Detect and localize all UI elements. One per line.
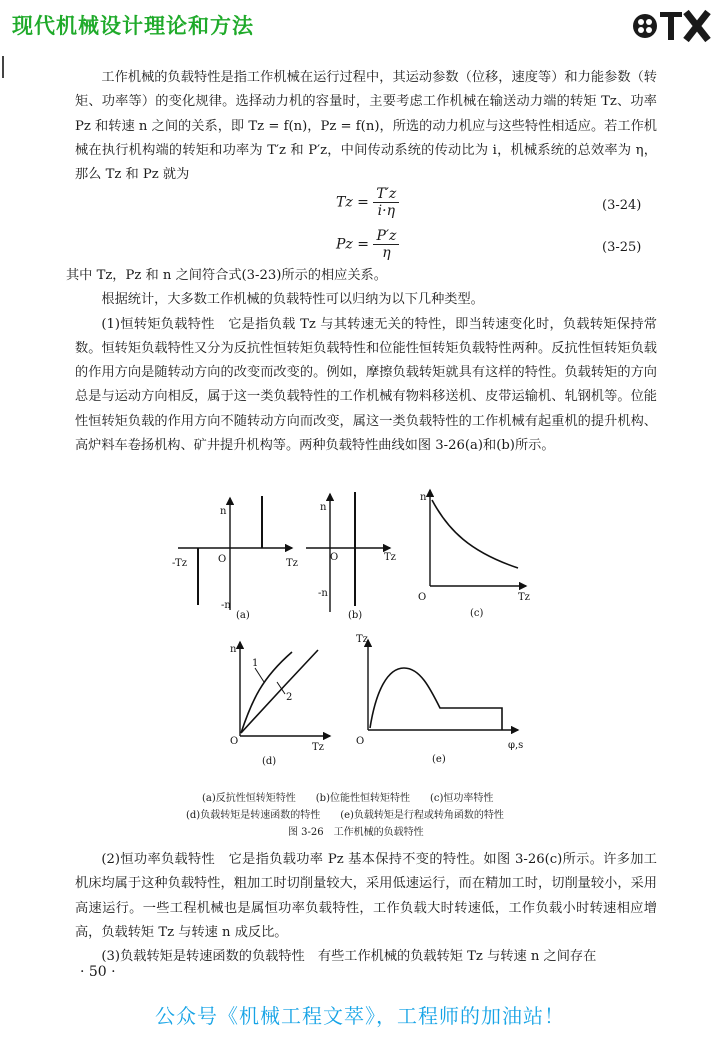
b-tz-label: Tz	[384, 552, 396, 563]
c-caption-label: (c)	[470, 608, 484, 619]
a-n-label: n	[220, 506, 227, 517]
e-origin-label: O	[356, 736, 365, 747]
d-caption-label: (d)	[262, 756, 277, 767]
paragraph-3: 根据统计，大多数工作机械的负载特性可以归纳为以下几种类型。	[101, 292, 484, 308]
paragraph-1: 工作机械的负载特性是指工作机械在运行过程中，其运动参数（位移，速度等）和力能参数（转矩、功率等）的变化规律。选择动力机的容量时，主要考虑工作机械在输送动力端的转矩 Tz、功率 Pz 和转速 n 之间的关系，即 Tz = f(n)，Pz = f(n)，所选的动力机应与这些特性相适应。若工作机械在执行机构端的转矩和功率为 T′z 和 P′z，中间传动系统的传动比为 i，机械系统的总效率为 η，那么 Tz 和 Pz 就为	[75, 70, 657, 183]
e-caption-label: (e)	[432, 754, 446, 765]
footer-watermark: 公众号《机械工程文萃》，工程师的加油站！	[155, 1004, 565, 1028]
a-origin-label: O	[218, 554, 227, 565]
c-n-label: n	[420, 492, 427, 503]
c-tz-label: Tz	[518, 592, 530, 603]
eq1-lhs: Tz =	[336, 194, 369, 211]
margin-mark	[2, 56, 4, 78]
e-phi-label: φ,s	[508, 740, 524, 751]
d-curve-2-label: 2	[286, 692, 293, 703]
b-neg-n-label: -n	[318, 588, 328, 599]
paragraph-5: (2)恒功率负载特性 它是指负载功率 Pz 基本保持不变的特性。如图 3-26(c)所示。许多加工机床均属于这种负载特性，粗加工时切削量较大，采用低速运行，而在精加工时，切削量较小，采用高速运行。一些工程机械也是属恒功率负载特性，工作负载大时转速低，工作负载小时转速相应增高，负载转矩 Tz 与转速 n 成反比。	[75, 852, 657, 940]
eq1-numerator: T′z	[373, 186, 399, 203]
a-neg-tz-label: -Tz	[172, 558, 187, 569]
equation-3-25	[336, 228, 399, 261]
subplot-a	[178, 496, 292, 610]
subplot-d	[240, 642, 330, 736]
figure-caption	[150, 790, 590, 841]
b-origin-label: O	[330, 552, 339, 563]
equation-3-24	[336, 186, 399, 219]
paragraph-block-2	[66, 264, 657, 458]
subplot-e	[368, 640, 518, 730]
caption-title: 图 3-26 工作机械的负载特性	[288, 827, 424, 838]
d-curve-1-label: 1	[252, 658, 259, 669]
paragraph-2: 其中 Tz，Pz 和 n 之间符合式(3-23)所示的相应关系。	[66, 268, 387, 283]
c-origin-label: O	[418, 592, 427, 603]
b-caption-label: (b)	[348, 610, 363, 621]
subplot-c	[430, 490, 526, 586]
paragraph-4: (1)恒转矩负载特性 它是指负载 Tz 与其转速无关的特性，即当转速变化时，负载转矩保持常数。恒转矩负载特性又分为反抗性恒转矩负载特性和位能性恒转矩负载特性两种。反抗性恒转矩负载的作用方向是随转动方向的改变而改变的。例如，摩擦负载转矩就具有这样的特性。负载转矩的方向总是与运动方向相反，属于这一类负载特性的工作机械有物料移送机、皮带运输机、轧钢机等。位能性恒转矩负载的作用方向不随转动方向而改变，属这一类负载特性的工作机械有起重机的提升机构、高炉料车卷扬机构、矿井提升机构等。两种负载特性曲线如图 3-26(a)和(b)所示。	[75, 316, 657, 454]
a-neg-n-label: -n	[221, 600, 231, 611]
paragraph-6: (3)负载转矩是转速函数的负载特性 有些工作机械的负载转矩 Tz 与转速 n 之间存在	[101, 949, 597, 965]
paragraph-block-3	[75, 848, 657, 969]
running-header-title: 现代机械设计理论和方法	[12, 14, 254, 38]
a-tz-label: Tz	[286, 558, 298, 569]
d-tz-label: Tz	[312, 742, 324, 753]
eq2-numerator: P′z	[373, 228, 399, 245]
publisher-logo	[632, 6, 712, 46]
b-n-label: n	[320, 502, 327, 513]
a-caption-label: (a)	[236, 610, 250, 621]
d-origin-label: O	[230, 736, 239, 747]
eq2-lhs: Pz =	[336, 236, 369, 253]
paragraph-intro	[75, 66, 657, 187]
equation-number-3-25: (3-25)	[602, 240, 642, 255]
caption-line-2: (d)负载转矩是转速函数的特性 (e)负载转矩是行程或转角函数的特性	[186, 810, 504, 821]
page-number: · 50 ·	[80, 964, 116, 980]
eq2-denominator: η	[382, 245, 391, 261]
caption-line-1: (a)反抗性恒转矩特性 (b)位能性恒转矩特性 (c)恒功率特性	[202, 793, 494, 804]
subplot-b	[306, 492, 390, 612]
eq1-denominator: i·η	[377, 203, 395, 219]
equation-number-3-24: (3-24)	[602, 198, 642, 213]
e-tz-label: Tz	[356, 634, 368, 645]
d-n-label: n	[230, 644, 237, 655]
